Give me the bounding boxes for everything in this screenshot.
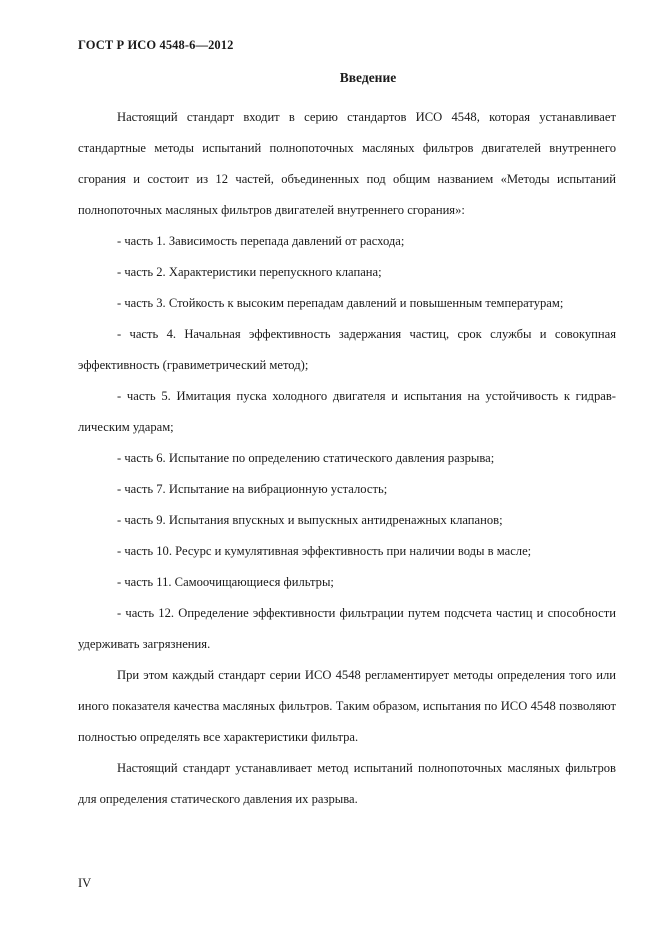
- list-item-part-6: - часть 6. Испытание по определению статического давления разрыва;: [117, 451, 495, 465]
- list-item-part-5: - часть 5. Имитация пуска холодного двигателя и испытания на устойчивость к гидравлическим ударам;: [78, 389, 616, 434]
- list-item-part-9: - часть 9. Испытания впускных и выпускных антидренажных клапанов;: [117, 513, 503, 527]
- section-title: Введение: [339, 70, 397, 85]
- page-number: IV: [78, 876, 92, 890]
- intro-paragraph: Настоящий стандарт входит в серию стандартов ИСО 4548, которая устанавливает стандартные методы испытаний полнопоточных масляных фильтров двигателей внутреннего сгорания и состоит из 12 частей, объединенных под общим названием «Методы испытаний полнопоточных масляных фильтров двигателей внутреннего сгорания»:: [78, 110, 616, 217]
- section-body: [78, 102, 616, 815]
- list-item-part-2: - часть 2. Характеристики перепускного клапана;: [117, 265, 382, 279]
- list-item-part-10: - часть 10. Ресурс и кумулятивная эффективность при наличии воды в масле;: [117, 544, 532, 558]
- document-header: ГОСТ Р ИСО 4548-6—2012: [78, 38, 234, 52]
- list-item-part-1: - часть 1. Зависимость перепада давлений от расхода;: [117, 234, 405, 248]
- list-item-part-7: - часть 7. Испытание на вибрационную усталость;: [117, 482, 388, 496]
- list-item-part-3: - часть 3. Стойкость к высоким перепадам давлений и повышенным температурам;: [117, 296, 564, 310]
- series-paragraph: При этом каждый стандарт серии ИСО 4548 регламентирует методы определения того или иного показателя качества масляных фильтров. Таким образом, испытания по ИСО 4548 позволяют полностью определять все характеристики фильтра.: [78, 668, 616, 744]
- scope-paragraph: Настоящий стандарт устанавливает метод испытаний полнопоточных масляных фильтров для определения статического давления их разрыва.: [78, 761, 616, 806]
- list-item-part-12: - часть 12. Определение эффективности фильтрации путем подсчета частиц и способности удерживать загрязнения.: [78, 606, 616, 651]
- list-item-part-4: - часть 4. Начальная эффективность задержания частиц, срок службы и совокупная эффективность (гравиметрический метод);: [78, 327, 616, 372]
- list-item-part-11: - часть 11. Самоочищающиеся фильтры;: [117, 575, 334, 589]
